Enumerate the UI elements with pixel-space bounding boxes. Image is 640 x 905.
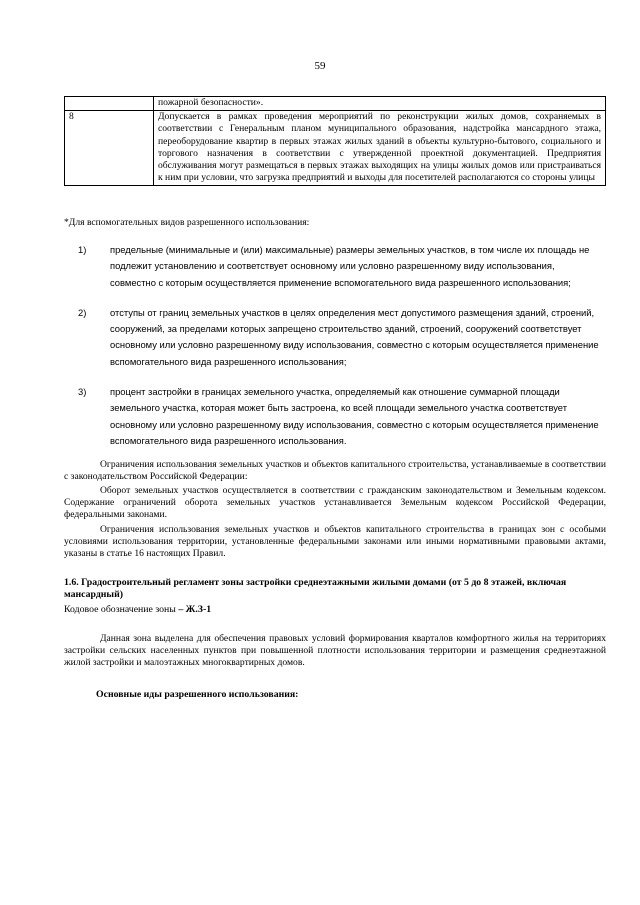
table-row	[65, 111, 606, 186]
zone-code-value: – Ж.З-1	[178, 604, 212, 615]
aux-use-note: *Для вспомогательных видов разрешенного использования:	[64, 217, 310, 228]
list-item-text: процент застройки в границах земельного участка, определяемый как отношение суммарной площади земельного участка, которая может быть застроена, ко всей площади земельного участка соответствует основному или условно разрешенному виду использования, совместно с которым осуществляется применение вспомогательного вида разрешенного использования.	[110, 386, 599, 446]
list-item-text: отступы от границ земельных участков в целях определения мест допустимого размещения зданий, строений, сооружений, за пределами которых запрещено строительство зданий, строений, сооружений соответствует основному или условно разрешенному виду использования, совместно с которым осуществляется применение вспомогательного вида разрешенного использования;	[110, 306, 599, 367]
list-item	[78, 242, 600, 291]
regulations-table	[64, 96, 606, 186]
zone-purpose-paragraph: Данная зона выделена для обеспечения правовых условий формирования кварталов комфортного жилья на территориях застройки сельских населенных пунктов при повышенной плотности использования территории и размещения среднеэтажной жилой застройки и малоэтажных многоквартирных домов.	[64, 633, 606, 669]
list-item-text: предельные (минимальные и (или) максимальные) размеры земельных участков, в том числе их площадь не подлежит установлению и соответствует основному или условно разрешенному виду использования, совместно с которым осуществляется применение вспомогательного вида разрешенного использования;	[110, 244, 590, 288]
page-number: 59	[314, 60, 326, 72]
list-marker: 1)	[78, 244, 87, 255]
section-heading: 1.6. Градостроительный регламент зоны застройки среднеэтажными жилыми домами (от 5 до 8 этажей, включая мансардный)	[64, 577, 567, 601]
land-turnover-paragraph: Оборот земельных участков осуществляется в соответствии с гражданским законодательством и Земельным кодексом. Содержание ограничений оборота земельных участков устанавливается Земельным кодексом Российской Федерации, федеральными законами.	[64, 485, 606, 521]
table-row	[65, 97, 606, 111]
table-cell-number: 8	[65, 111, 154, 186]
list-item	[78, 384, 600, 449]
table-cell-number	[65, 97, 154, 111]
list-marker: 2)	[78, 306, 87, 318]
main-uses-subheading: Основные иды разрешенного использования:	[96, 689, 299, 700]
list-item	[78, 305, 600, 370]
zone-code-label: Кодовое обозначение зоны	[64, 604, 176, 615]
restrictions-paragraph: Ограничения использования земельных участков и объектов капитального строительства, устанавливаемые в соответствии с законодательством Российской Федерации:	[64, 459, 606, 483]
table-cell-text: пожарной безопасности».	[154, 97, 606, 111]
table-cell-text: Допускается в рамках проведения мероприятий по реконструкции жилых домов, сохраняемых в соответствии с Генеральным планом муниципального образования, надстройка мансардного этажа, переоборудование квартир в первых этажах жилых зданий в объекты культурно-бытового, социального и торгового назначения в соответствии с утвержденной проектной документацией. Предприятия обслуживания могут размещаться в первых этажах выходящих на улицы жилых домов или пристраиваться к ним при условии, что загрузка предприятий и выходы для посетителей располагаются со стороны улицы	[154, 111, 606, 186]
special-zones-paragraph: Ограничения использования земельных участков и объектов капитального строительства в границах зон с особыми условиями использования территории, установленные федеральными законами или иными нормативными правовыми актами, указаны в статье 16 настоящих Правил.	[64, 524, 606, 560]
list-marker: 3)	[78, 386, 87, 398]
zone-code-line	[64, 604, 211, 615]
aux-use-list	[78, 242, 600, 463]
